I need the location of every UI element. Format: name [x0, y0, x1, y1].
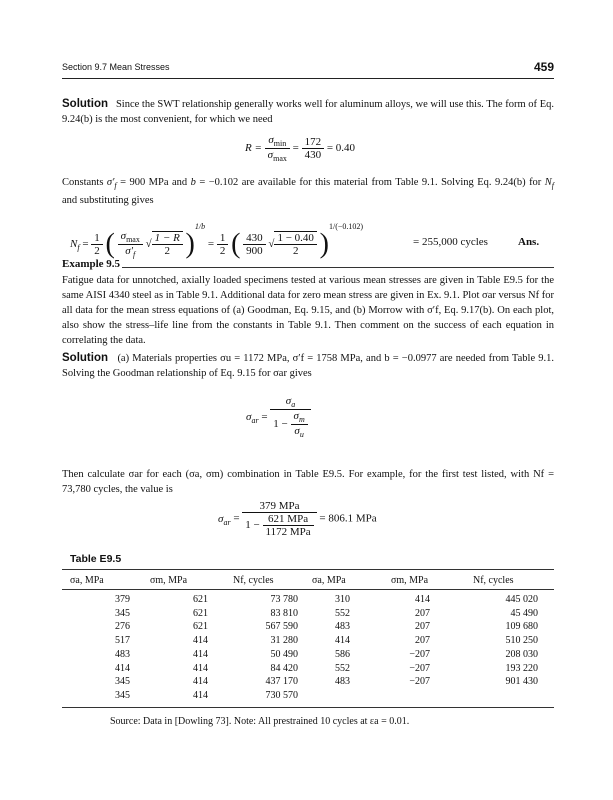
table-cell: 276 [115, 621, 130, 633]
table-cell: 50 490 [270, 648, 298, 660]
table-cell: 483 [335, 676, 350, 688]
table-cell: 207 [415, 621, 430, 633]
table-cell: 483 [115, 648, 130, 660]
table-cell: 414 [193, 635, 208, 647]
eq-nf-one-minus-r: 1 − R [154, 232, 180, 245]
table-header-cell: Nf, cycles [233, 575, 274, 586]
example-solution-label: Solution [62, 352, 108, 364]
table-cell: 414 [193, 689, 208, 701]
table-cell: 31 280 [270, 635, 298, 647]
calc-paragraph: Then calculate σar for each (σa, σm) combination in Table E9.5. For example, for the first test listed, with Nf = 73,780 cycles, the value is [62, 469, 554, 495]
example-statement: Fatigue data for unnotched, axially loaded specimens tested at various mean stresses are given in Table E9.5 for the same AISI 4340 steel as in Table 9.1. Additional data for zero mean stress are given in Ex. 9.1. Plot σar versus Nf for all data for the mean stress equations of (a) Goodman, Eq. 9.15, and (b) Morrow with σ′f, Eq. 9.17(b). On each plot, also show the stress–life line from the constants in Table 9.1. Then comment on the success of each equation in correlating the data. [62, 275, 554, 346]
solution-intro-paragraph [62, 97, 554, 127]
eq-r-num: 172 [304, 136, 322, 149]
table-cell: 567 590 [265, 621, 298, 633]
page-header [62, 62, 554, 76]
table-cell: 73 780 [270, 594, 298, 605]
eq-r-den: 430 [302, 148, 325, 161]
page-number: 459 [533, 60, 554, 74]
table-cell: 510 250 [505, 635, 538, 647]
table-cell: 586 [335, 648, 350, 660]
table-head-rule [62, 589, 554, 590]
eq-r-frac-symbol: $\frac{\sigma_{min}}{\sigma_{max}}$ [265, 134, 290, 163]
table-cell: 414 [193, 676, 208, 688]
table-top-rule [62, 569, 554, 570]
eq-nf-two-c: 2 [217, 244, 229, 257]
table-cell: 552 [335, 662, 350, 674]
eq-nf-900: 900 [243, 244, 266, 257]
table-header-cell: σa, MPa [312, 575, 346, 586]
table-cell: 310 [335, 594, 350, 605]
table-cell: 84 420 [270, 662, 298, 674]
constants-text-3: = −0.102 are available for this material from Table 9.1. Solving Eq. 9.24(b) for [199, 177, 542, 188]
constants-text-4: and substituting gives [62, 195, 154, 207]
table-source-note: Source: Data in [Dowling 73]. Note: All prestrained 10 cycles at εa = 0.01. [110, 716, 410, 727]
table-cell: 193 220 [505, 662, 538, 674]
example-solution-text: (a) Materials properties σu = 1172 MPa, σ′f = 1758 MPa, and b = −0.0977 are needed from Table 9.1. Solving the Goodman relationship of Eq. 9.15 for σar gives [62, 353, 554, 379]
eq-r-lhs: R = [245, 142, 262, 155]
table-cell: 45 490 [510, 607, 538, 619]
table-cell: 621 [193, 594, 208, 605]
eq-nf-two-d: 2 [274, 244, 316, 257]
table-cell: 621 [193, 607, 208, 619]
table-header-cell: σm, MPa [150, 575, 188, 586]
table-cell: 414 [335, 635, 350, 647]
table-cell: 445 020 [505, 594, 538, 605]
header-rule [62, 78, 554, 79]
constants-paragraph: Constants $\sigma'_f = 900$ MPa and b = −0.102 are available for this material from Table 9.1. Solving Eq. 9.24(b) for $N_f$ and substituting gives [62, 177, 555, 207]
table-cell: 414 [115, 662, 130, 674]
table-cell: 379 [115, 594, 130, 605]
eq-r-result: = 0.40 [326, 142, 356, 155]
table-cell: 901 430 [505, 676, 538, 688]
table-header-cell: σm, MPa [391, 575, 429, 586]
table-cell: 552 [335, 607, 350, 619]
solution-label: Solution [62, 98, 108, 110]
table-cell: 414 [193, 662, 208, 674]
equation-nf: $N_f$ = $\frac{1}{2}$ ( $\frac{\sigma_{max}}{\sigma'_f}$ √ $\frac{1 - R}{2}$ )$^{1/b}$ = $\frac{1}{2}$ ( $\frac{430}{900}$ √ $\frac{1 - 0.40}{2}$ )$^{1/(-0.102)}$ [70, 222, 364, 260]
eq-nf-one-b: 1 [219, 231, 226, 244]
example-title-rule [122, 267, 554, 268]
table-header-cell: σa, MPa [70, 575, 104, 586]
eq-r-frac-values [302, 136, 325, 161]
eq-nf-two-a: 2 [91, 244, 103, 257]
table-cell: 345 [115, 607, 130, 619]
table-cell: 208 030 [505, 648, 538, 660]
table-cell: 414 [193, 648, 208, 660]
table-cell: 207 [415, 607, 430, 619]
table-cell: 207 [415, 635, 430, 647]
eq2-inner-num: 621 MPa [268, 513, 309, 525]
table-cell: −207 [409, 662, 430, 674]
table-cell: −207 [409, 648, 430, 660]
table-cell: 345 [115, 689, 130, 701]
eq-nf-ans: Ans. [518, 236, 540, 248]
table-header-cell: Nf, cycles [473, 575, 514, 586]
constants-text-1: Constants [62, 177, 104, 188]
eq2-one: 1 − [245, 519, 260, 532]
table-cell: 345 [115, 676, 130, 688]
table-cell: 730 570 [265, 689, 298, 701]
example-solution-paragraph [62, 351, 554, 381]
eq-nf-exp2: 1/(−0.102) [329, 222, 364, 231]
equation-goodman: $\sigma_{ar}$ = $\sigma_a$ 1 − $\frac{\sigma_m}{\sigma_u}$ [246, 395, 311, 440]
table-label: Table E9.5 [70, 553, 122, 565]
eq-nf-result: = 255,000 cycles [413, 236, 488, 248]
eq-nf-430: 430 [246, 231, 263, 244]
eq2-inner-den: 1172 MPa [263, 525, 314, 538]
section-title: Section 9.7 Mean Stresses [62, 62, 170, 72]
equation-numeric: $\sigma_{ar}$ = 379 MPa 1 − $\frac{\text{621 MPa}}{\text{1172 MPa}}$ = 806.1 MPa [218, 500, 377, 538]
eq2-num: 379 MPa [259, 500, 300, 512]
table-cell: 437 170 [265, 676, 298, 688]
eq-nf-two-b: 2 [152, 244, 183, 257]
solution-intro-text: Since the SWT relationship generally works well for aluminum alloys, we will use this. The form of Eq. 9.24(b) is the most convenient, for which we need [62, 99, 554, 125]
example-title: Example 9.5 [62, 258, 121, 270]
eq-nf-one-minus-040: 1 − 0.40 [277, 232, 314, 245]
constants-text-2: = 900 MPa and [120, 177, 188, 188]
table-cell: 109 680 [505, 621, 538, 633]
table-cell: 621 [193, 621, 208, 633]
eq-nf-one-a: 1 [94, 231, 100, 244]
table-cell: 414 [415, 594, 430, 605]
table-cell: 483 [335, 621, 350, 633]
table-bottom-rule [62, 707, 554, 708]
eq-nf-exp1: 1/b [194, 222, 206, 231]
table-cell: 83 810 [270, 607, 298, 619]
table-cell: 517 [115, 635, 130, 647]
equation-r-ratio: R = $\frac{\sigma_{min}}{\sigma_{max}}$ = $\frac{172}{430}$ = 0.40 [245, 134, 356, 164]
eq2-result: = 806.1 MPa [319, 512, 377, 525]
table-cell: −207 [409, 676, 430, 688]
